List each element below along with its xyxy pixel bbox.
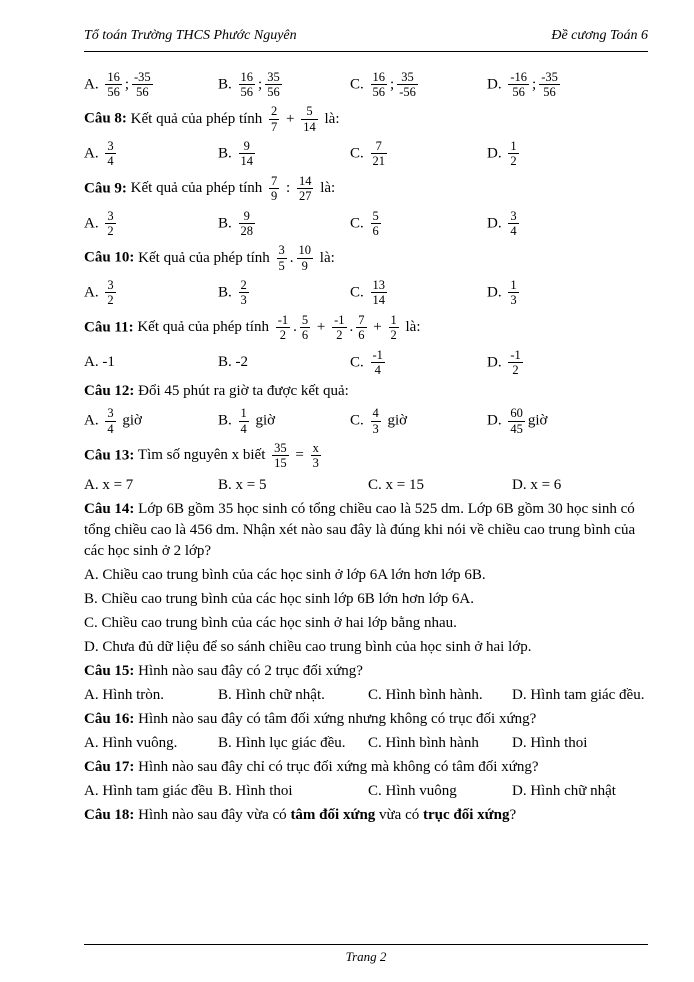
question-text: Hình nào sau đây chỉ có trục đối xứng mà không có tâm đối xứng?	[134, 758, 539, 775]
fraction-numerator: 9	[239, 209, 256, 224]
option: B. -2	[218, 353, 248, 370]
fraction-numerator: 3	[510, 208, 517, 223]
fraction-numerator: 7	[358, 312, 365, 327]
question-line	[84, 757, 648, 778]
fraction-numerator: 3	[107, 278, 114, 293]
header-left: Tổ toán Trường THCS Phước Nguyên	[84, 28, 297, 43]
question-line	[84, 312, 648, 344]
options-row	[84, 405, 648, 437]
options-row	[84, 347, 648, 379]
question-text: Kết quả của phép tính $\frac{3}{5}$ . $\frac{10}{9}$ là:	[134, 243, 335, 273]
option: C. Hình bình hành	[368, 734, 479, 751]
fraction-denominator: 14	[240, 154, 254, 169]
question-text: Hình nào sau đây vừa có tâm đối xứng vừa có trục đối xứng?	[134, 806, 517, 823]
fraction-numerator: 35	[274, 441, 287, 456]
question-label: Câu 14:	[84, 500, 135, 517]
fraction-denominator: 2	[107, 223, 114, 238]
fraction	[277, 243, 287, 273]
option: D. $\frac{60}{45}$ giờ	[487, 406, 548, 436]
fraction-denominator: 56	[136, 84, 149, 99]
fraction	[371, 406, 381, 436]
options-row	[84, 781, 648, 802]
option: D. $\frac{1}{3}$	[487, 278, 517, 308]
option-line: C. Chiều cao trung bình của các học sinh ở hai lớp bằng nhau.	[84, 614, 457, 631]
question-line	[84, 805, 648, 826]
option: B. $\frac{16}{56}$ ; $\frac{35}{56}$	[218, 69, 280, 99]
option: C. $\frac{-1}{4}$	[350, 347, 383, 377]
fraction-denominator: 2	[279, 328, 287, 343]
fraction-numerator: 3	[278, 243, 285, 258]
option: B. Hình thoi	[218, 782, 293, 799]
fraction-denominator: 6	[301, 328, 309, 343]
fraction-numerator: 3	[107, 406, 114, 421]
option: C. $\frac{16}{56}$ ; $\frac{35}{-56}$	[350, 69, 416, 99]
fraction	[332, 313, 346, 343]
option: D. $\frac{-16}{56}$ ; $\frac{-35}{56}$	[487, 69, 558, 99]
fraction	[239, 209, 256, 239]
fraction-denominator: 4	[374, 362, 381, 377]
fraction-denominator: 3	[240, 293, 247, 308]
option: C. $\frac{5}{6}$	[350, 208, 379, 238]
fraction	[508, 278, 518, 308]
question-label: Câu 18:	[84, 806, 135, 823]
option: A. $\frac{3}{4}$	[84, 139, 114, 169]
fraction-denominator: 27	[298, 189, 312, 204]
bold-text: trục đối xứng	[422, 806, 510, 823]
fraction-numerator: 16	[372, 69, 386, 84]
question-text: Kết quả của phép tính $\frac{2}{7}$ + $\frac{5}{14}$ là:	[126, 104, 340, 134]
document-body	[84, 52, 648, 826]
fraction	[239, 70, 256, 100]
fraction	[239, 139, 256, 169]
options-row	[84, 475, 648, 496]
page-number: Trang 2	[345, 948, 387, 964]
fraction	[508, 406, 525, 436]
options-row	[84, 733, 648, 754]
question-label: Câu 8:	[84, 110, 127, 127]
header-right: Đề cương Toán 6	[551, 28, 648, 43]
page-header	[84, 26, 648, 52]
fraction-numerator: 1	[390, 312, 397, 327]
fraction-numerator: 3	[107, 139, 114, 154]
fraction-numerator: 60	[510, 406, 523, 421]
fraction-denominator: 56	[372, 84, 386, 99]
question-line	[84, 242, 648, 274]
fraction-numerator: 16	[240, 69, 254, 84]
option: B. x = 5	[218, 476, 267, 493]
fraction-numerator: 3	[107, 208, 114, 223]
fraction	[371, 278, 388, 308]
option: B. Hình chữ nhật.	[218, 686, 325, 703]
fraction-denominator: 15	[274, 456, 287, 471]
fraction	[132, 70, 153, 100]
option: A. $\frac{16}{56}$ ; $\frac{-35}{56}$	[84, 69, 151, 99]
fraction	[389, 313, 399, 343]
question-text: Kết quả của phép tính $\frac{-1}{2}$ . $\frac{5}{6}$ + $\frac{-1}{2}$ . $\frac{7}{6}$ + $\frac{1}{2}$ là:	[133, 312, 421, 343]
fraction	[397, 70, 418, 100]
fraction-denominator: 56	[240, 84, 254, 99]
question-label: Câu 9:	[84, 180, 127, 197]
fraction-denominator: 3	[312, 456, 319, 471]
fraction	[508, 139, 518, 169]
fraction	[371, 70, 388, 100]
fraction-numerator: 14	[298, 173, 312, 188]
fraction-denominator: 4	[510, 223, 517, 238]
fraction-numerator: 1	[510, 139, 517, 154]
fraction-denominator: -56	[399, 84, 416, 99]
fraction	[276, 313, 290, 343]
options-row	[84, 208, 648, 240]
fraction-numerator: -1	[372, 347, 383, 362]
fraction-denominator: 6	[358, 328, 365, 343]
question-text: Hình nào sau đây có 2 trục đối xứng?	[134, 662, 363, 679]
question-line	[84, 103, 648, 135]
option: A. Hình vuông.	[84, 734, 178, 751]
fraction	[105, 209, 115, 239]
fraction	[508, 70, 529, 100]
question-label: Câu 17:	[84, 758, 135, 775]
fraction	[272, 441, 289, 471]
fraction-numerator: 7	[371, 139, 388, 154]
fraction-denominator: 56	[267, 84, 280, 99]
question-line	[84, 709, 648, 730]
option: A. $\frac{3}{4}$ giờ	[84, 406, 142, 436]
fraction-denominator: 4	[240, 421, 247, 436]
question-text: Kết quả của phép tính $\frac{7}{9}$ : $\frac{14}{27}$ là:	[126, 173, 336, 204]
fraction-denominator: 3	[510, 293, 517, 308]
option: A. $\frac{3}{2}$	[84, 278, 114, 308]
option-line: D. Chưa đủ dữ liệu để so sánh chiều cao trung bình của học sinh ở hai lớp.	[84, 638, 532, 655]
option-line: B. Chiều cao trung bình của các học sinh lớp 6B lớn hơn lớp 6A.	[84, 590, 474, 607]
question-line	[84, 661, 648, 682]
fraction-denominator: 56	[543, 84, 556, 99]
fraction	[356, 313, 366, 343]
options-row	[84, 138, 648, 170]
question-line	[84, 381, 648, 402]
fraction	[371, 348, 385, 378]
option: B. Hình lục giác đều.	[218, 734, 346, 751]
fraction	[105, 278, 115, 308]
options-row	[84, 685, 648, 706]
fraction	[300, 313, 310, 343]
option: A. $\frac{3}{2}$	[84, 208, 114, 238]
fraction-numerator: 7	[271, 173, 278, 188]
fraction-denominator: 4	[107, 154, 114, 169]
fraction-denominator: 3	[372, 421, 379, 436]
question-label: Câu 16:	[84, 710, 135, 727]
fraction	[539, 70, 560, 100]
fraction-numerator: -1	[510, 347, 521, 362]
option: A. Hình tròn.	[84, 686, 164, 703]
option: B. $\frac{9}{14}$	[218, 139, 254, 169]
option: D. $\frac{1}{2}$	[487, 139, 517, 169]
fraction-denominator: 14	[303, 119, 316, 134]
fraction-denominator: 45	[510, 421, 523, 436]
bold-text: tâm đối xứng	[290, 806, 376, 823]
option: D. $\frac{3}{4}$	[487, 208, 517, 238]
fraction-numerator: 5	[301, 312, 309, 327]
option: D. x = 6	[512, 476, 562, 493]
fraction-denominator: 2	[390, 328, 397, 343]
fraction-numerator: 5	[301, 104, 318, 119]
question-line	[84, 499, 648, 562]
fraction-numerator: 5	[372, 208, 379, 223]
question-label: Câu 10:	[84, 249, 135, 266]
fraction-denominator: 4	[107, 421, 114, 436]
fraction-numerator: 10	[298, 243, 312, 258]
fraction	[311, 441, 321, 471]
option: C. $\frac{4}{3}$ giờ	[350, 406, 408, 436]
option: B. $\frac{9}{28}$	[218, 208, 254, 238]
question-label: Câu 13:	[84, 447, 135, 464]
fraction-numerator: 35	[267, 69, 280, 84]
option: D. Hình tam giác đều.	[512, 686, 645, 703]
fraction-numerator: 35	[397, 70, 418, 85]
question-text: Hình nào sau đây có tâm đối xứng nhưng không có trục đối xứng?	[134, 710, 537, 727]
question-line	[84, 440, 648, 472]
fraction-numerator: 1	[240, 406, 247, 421]
fraction-numerator: -1	[334, 312, 345, 327]
fraction-denominator: 9	[301, 258, 308, 273]
question-text: Tìm số nguyên x biết $\frac{35}{15}$ = $\frac{x}{3}$	[134, 441, 319, 471]
fraction	[269, 104, 279, 134]
fraction-denominator: 2	[107, 293, 114, 308]
option: A. -1	[84, 353, 115, 370]
fraction-denominator: 28	[240, 223, 254, 238]
fraction-numerator: 4	[372, 406, 379, 421]
fraction	[301, 104, 318, 134]
fraction-numerator: -16	[510, 69, 528, 84]
fraction-numerator: -1	[277, 312, 289, 327]
question-text: Đổi 45 phút ra giờ ta được kết quả:	[134, 383, 349, 400]
option: C. $\frac{7}{21}$	[350, 139, 386, 169]
page-footer	[84, 944, 648, 966]
option: D. $\frac{-1}{2}$	[487, 347, 521, 377]
fraction-numerator: -35	[541, 69, 558, 84]
fraction-denominator: 2	[336, 328, 343, 343]
fraction-numerator: 9	[239, 139, 256, 154]
fraction	[297, 174, 314, 204]
option: C. Hình bình hành.	[368, 686, 483, 703]
fraction	[239, 406, 249, 436]
fraction-denominator: 14	[372, 293, 386, 308]
question-line	[84, 173, 648, 205]
option: C. Hình vuông	[368, 782, 457, 799]
options-row	[84, 69, 648, 101]
option: A. x = 7	[84, 476, 134, 493]
fraction	[105, 139, 115, 169]
fraction-denominator: 56	[512, 84, 525, 99]
fraction	[297, 243, 314, 273]
fraction-denominator: 9	[271, 189, 278, 204]
option: A. Hình tam giác đều	[84, 782, 213, 799]
fraction	[508, 348, 522, 378]
fraction	[371, 209, 381, 239]
option: B. $\frac{2}{3}$	[218, 278, 247, 308]
fraction	[269, 174, 279, 204]
fraction	[508, 209, 518, 239]
fraction-numerator: 13	[372, 278, 386, 293]
fraction-numerator: -35	[134, 69, 151, 84]
question-label: Câu 15:	[84, 662, 135, 679]
fraction	[239, 278, 249, 308]
question-text: Lớp 6B gồm 35 học sinh có tổng chiều cao là 525 dm. Lớp 6B gồm 30 học sinh có tổng chiều cao là 456 dm. Nhận xét nào sau đây là đúng khi nói về chiều cao trung bình của các học sinh ở 2 lớp?	[84, 500, 636, 559]
fraction-denominator: 56	[107, 84, 120, 99]
fraction-numerator: 1	[510, 278, 517, 293]
option: D. Hình chữ nhật	[512, 782, 616, 799]
option-line: A. Chiều cao trung bình của các học sinh ở lớp 6A lớn hơn lớp 6B.	[84, 566, 486, 583]
option: D. Hình thoi	[512, 734, 588, 751]
option: C. x = 15	[368, 476, 424, 493]
fraction-numerator: x	[312, 441, 319, 456]
fraction-denominator: 6	[372, 223, 379, 238]
question-label: Câu 12:	[84, 383, 135, 400]
fraction	[105, 70, 122, 100]
fraction-numerator: 2	[240, 278, 247, 293]
option: B. $\frac{1}{4}$ giờ	[218, 406, 276, 436]
fraction-denominator: 21	[372, 154, 386, 169]
fraction	[105, 406, 115, 436]
fraction-denominator: 2	[512, 362, 519, 377]
fraction-denominator: 7	[271, 119, 278, 134]
options-row	[84, 277, 648, 309]
option: C. $\frac{13}{14}$	[350, 278, 386, 308]
fraction-denominator: 5	[278, 258, 285, 273]
fraction-numerator: 2	[271, 104, 278, 119]
question-label: Câu 11:	[84, 319, 134, 336]
fraction-denominator: 2	[510, 154, 517, 169]
fraction-numerator: 16	[107, 69, 120, 84]
fraction	[265, 70, 282, 100]
fraction	[371, 139, 388, 169]
